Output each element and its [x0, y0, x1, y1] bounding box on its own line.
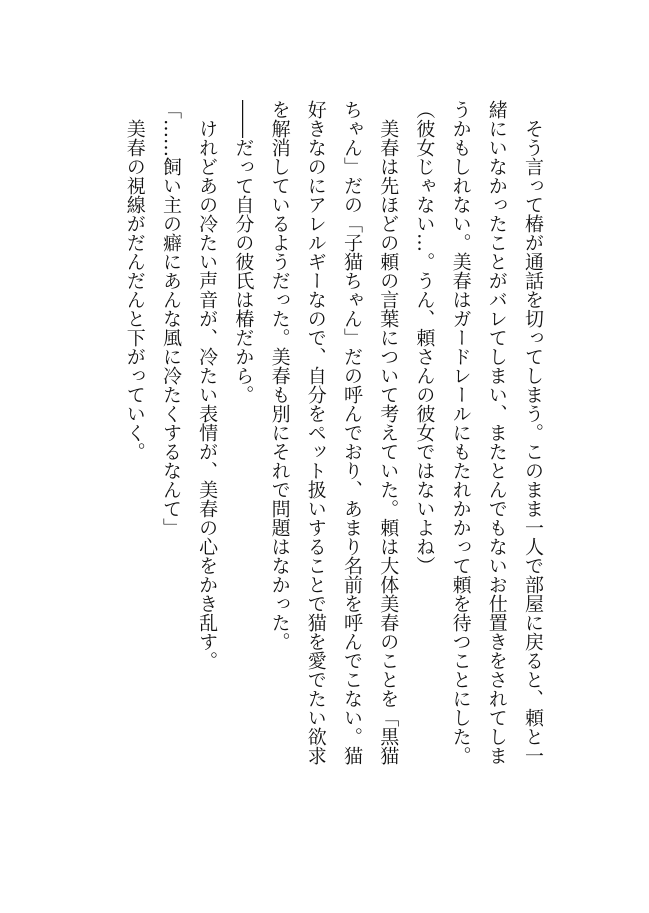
text-line: うかもしれない。美春はガードレールにもたれかかって頼を待つことにした。	[449, 100, 472, 765]
text-line: 緒にいなかったことがバレてしまい、またとんでもないお仕置きをされてしま	[485, 100, 508, 765]
text-line: けれどあの冷たい声音が、冷たい表情が、美春の心をかき乱す。	[196, 100, 219, 670]
text-line: 「……飼い主の癖にあんな風に冷たくするなんて」	[159, 100, 182, 537]
text-line: （彼女じゃない…。うん、頼さんの彼女ではないよね）	[413, 100, 436, 575]
text-line: そう言って椿が通話を切ってしまう。このまま一人で部屋に戻ると、頼と一	[522, 100, 544, 765]
text-line: を解消しているようだった。美春も別にそれで問題はなかった。	[268, 100, 291, 651]
text-line: ちゃん」だの「子猫ちゃん」だの呼んでおり、あまり名前を呼んでこない。猫	[340, 100, 363, 765]
text-line: 美春の視線がだんだんと下がっていく。	[123, 100, 146, 461]
vertical-text-body	[117, 100, 551, 820]
text-line: 美春は先ほどの頼の言葉について考えていた。頼は大体美春のことを「黒猫	[377, 100, 400, 765]
text-line: 好きなのにアレルギーなので、自分をペット扱いすることで猫を愛でたい欲求	[304, 100, 327, 765]
text-line: ――だって自分の彼氏は椿だから。	[232, 100, 255, 404]
